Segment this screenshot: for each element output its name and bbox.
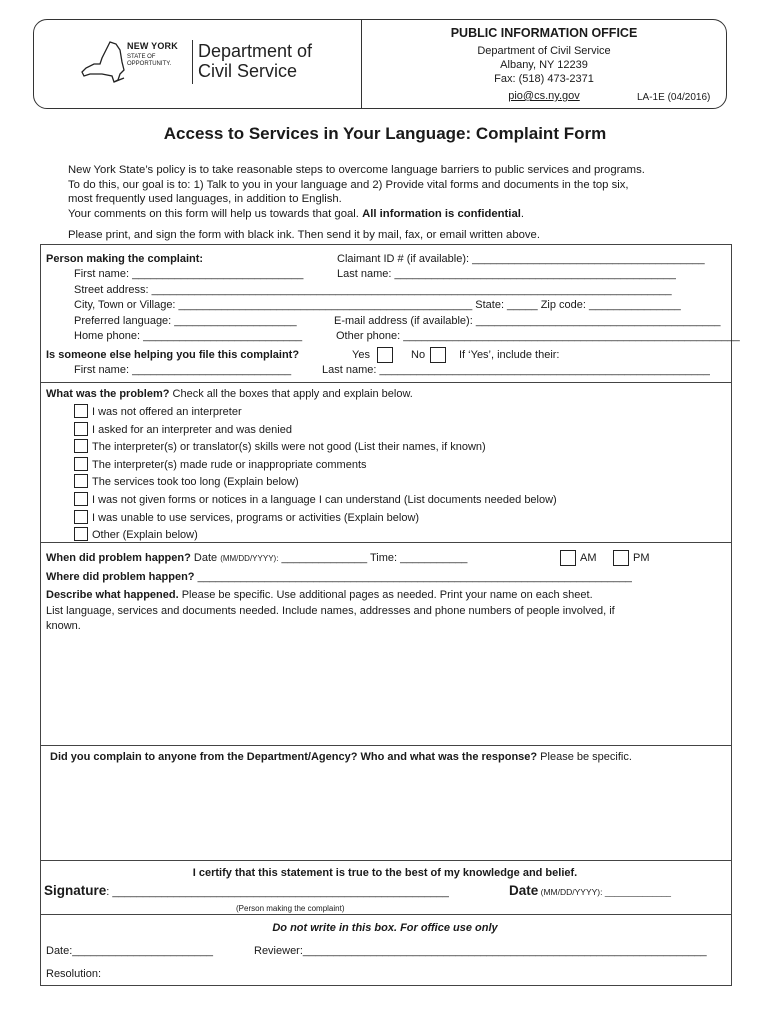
intro-line-4c: . — [520, 207, 525, 220]
date-format: (MM/DD/YYYY): — [220, 554, 279, 563]
problem-option-label: The services took too long (Explain below) — [92, 476, 299, 489]
office-line-3: Fax: (518) 473-2371 — [494, 73, 594, 85]
helper-first-name-field[interactable]: First name: __________________________ — [74, 364, 292, 376]
section-divider-4 — [40, 860, 732, 861]
print-instruction: Please print, and sign the form with black ink. Then send it by mail, fax, or email written above. — [68, 229, 540, 241]
email-field[interactable]: E-mail address (if available): ________________________________________ — [334, 315, 721, 327]
intro-line-3: most frequently used languages, in addition to English. — [68, 193, 342, 205]
section-divider-1 — [40, 382, 732, 383]
other-phone-field[interactable]: Other phone: _______________________________________________________ — [336, 330, 740, 342]
date-time-field[interactable]: ______________ Time: ___________ — [278, 552, 468, 564]
am-label: AM — [580, 552, 597, 564]
when-label: When did problem happen? — [46, 552, 191, 564]
problem-instruction: Check all the boxes that apply and explain below. — [169, 388, 413, 400]
problem-option-label: I was not given forms or notices in a language I can understand (List documents needed below) — [92, 493, 557, 506]
signature-label: Signature — [44, 883, 107, 898]
problem-option[interactable] — [74, 457, 557, 475]
describe-row — [46, 587, 593, 603]
problem-option[interactable] — [74, 422, 557, 440]
first-name-field[interactable]: First name: ____________________________ — [74, 268, 304, 280]
street-address-field[interactable]: Street address: _____________________________________________________________________________________ — [74, 284, 672, 296]
person-heading: Person making the complaint: — [46, 253, 204, 265]
problem-option-label: I was unable to use services, programs or activities (Explain below) — [92, 511, 420, 524]
describe-instruction-3: known. — [46, 620, 81, 632]
signature-row[interactable] — [44, 882, 449, 901]
form-code: LA-1E (04/2016) — [637, 92, 711, 103]
ny-logo-sub2: OPPORTUNITY. — [127, 61, 172, 67]
problem-checkbox[interactable] — [74, 474, 88, 488]
reviewer-field[interactable]: Reviewer:__________________________________________________________________ — [254, 945, 707, 957]
describe-instruction-1: Please be specific. Use additional pages as needed. Print your name on each sheet. — [178, 589, 593, 601]
problem-option[interactable] — [74, 404, 557, 422]
city-state-zip-field[interactable]: City, Town or Village: ________________________________________________ State: _____ Zip code: _______________ — [74, 299, 681, 311]
no-checkbox[interactable] — [430, 347, 446, 363]
dept-logo-line2: Civil Service — [198, 61, 298, 81]
yes-label: Yes — [352, 349, 370, 361]
signature-caption: (Person making the complaint) — [236, 904, 345, 913]
complain-instruction: Please be specific. — [537, 751, 632, 763]
complain-row — [50, 749, 632, 765]
problem-options-list — [74, 404, 557, 545]
problem-checkbox[interactable] — [74, 492, 88, 506]
pm-checkbox[interactable] — [613, 550, 629, 566]
claimant-id-field[interactable]: Claimant ID # (if available): ______________________________________ — [337, 253, 705, 265]
office-use-heading: Do not write in this box. For office use only — [272, 922, 498, 934]
intro-line-2: To do this, our goal is to: 1) Talk to you in your language and 2) Provide vital forms and documents in the top six, — [68, 178, 629, 191]
signature-field[interactable]: : _______________________________________________________ — [106, 886, 449, 898]
office-email-link[interactable]: pio@cs.ny.gov — [508, 90, 580, 102]
intro-line-4a: Your comments on this form will help us towards that goal. — [68, 207, 363, 220]
signature-date-field[interactable]: (MM/DD/YYYY): ______________ — [538, 887, 672, 897]
ny-logo-sub1: STATE OF — [127, 54, 156, 60]
page-title: Access to Services in Your Language: Complaint Form — [163, 124, 607, 143]
problem-checkbox[interactable] — [74, 404, 88, 418]
signature-date-row[interactable] — [509, 882, 671, 901]
describe-label: Describe what happened. — [46, 589, 179, 601]
problem-option[interactable] — [74, 439, 557, 457]
problem-checkbox[interactable] — [74, 439, 88, 453]
am-checkbox[interactable] — [560, 550, 576, 566]
last-name-field[interactable]: Last name: ______________________________________________ — [337, 268, 676, 280]
dept-logo-line1: Department of — [198, 41, 313, 61]
section-divider-5 — [40, 914, 732, 915]
problem-option-label: Other (Explain below) — [92, 529, 198, 542]
problem-checkbox[interactable] — [74, 510, 88, 524]
if-yes-label: If ‘Yes’, include their: — [459, 349, 560, 361]
logo-divider — [192, 40, 193, 84]
date-label: Date — [190, 552, 221, 564]
preferred-language-field[interactable]: Preferred language: ____________________ — [74, 315, 297, 327]
problem-option-label: I asked for an interpreter and was denied — [92, 423, 292, 436]
helper-last-name-field[interactable]: Last name: ______________________________________________________ — [322, 364, 710, 376]
intro-line-4 — [68, 207, 728, 222]
where-field[interactable]: _______________________________________________________________________ — [194, 571, 632, 583]
where-row[interactable] — [46, 569, 632, 585]
where-label: Where did problem happen? — [46, 571, 195, 583]
yes-checkbox[interactable] — [377, 347, 393, 363]
problem-option[interactable] — [74, 474, 557, 492]
confidential-note: All information is confidential — [362, 207, 521, 220]
resolution-field[interactable]: Resolution: — [46, 968, 102, 980]
intro-line-1: New York State’s policy is to take reasonable steps to overcome language barriers to public services and programs. — [68, 164, 645, 176]
signature-date-label: Date — [509, 883, 539, 898]
problem-checkbox[interactable] — [74, 457, 88, 471]
section-divider-2 — [40, 542, 732, 543]
problem-option-label: I was not offered an interpreter — [92, 406, 242, 418]
problem-option[interactable] — [74, 492, 557, 510]
office-line-2: Albany, NY 12239 — [500, 59, 588, 71]
section-divider-3 — [40, 745, 732, 746]
problem-heading — [46, 386, 413, 402]
home-phone-field[interactable]: Home phone: __________________________ — [74, 330, 303, 342]
certify-statement: I certify that this statement is true to the best of my knowledge and belief. — [192, 867, 578, 879]
describe-textarea[interactable] — [44, 636, 728, 740]
intro-text — [68, 163, 728, 221]
ny-logo-text: NEW YORK — [127, 41, 178, 51]
problem-checkbox[interactable] — [74, 527, 88, 541]
ny-state-map-icon — [80, 40, 128, 86]
pm-label: PM — [633, 552, 650, 564]
office-line-1: Department of Civil Service — [477, 45, 611, 57]
complain-textarea[interactable] — [44, 768, 728, 856]
describe-instruction-2: List language, services and documents needed. Include names, addresses and phone numbers of people involved, if — [46, 605, 615, 617]
office-title: PUBLIC INFORMATION OFFICE — [450, 26, 638, 40]
problem-heading-label: What was the problem? — [46, 388, 170, 400]
problem-option-label: The interpreter(s) or translator(s) skills were not good (List their names, if known) — [92, 441, 486, 454]
problem-option[interactable] — [74, 510, 557, 528]
no-label: No — [411, 349, 426, 361]
complain-question: Did you complain to anyone from the Department/Agency? Who and what was the response? — [50, 751, 538, 763]
helper-question: Is someone else helping you file this complaint? — [46, 349, 300, 361]
problem-option-label: The interpreter(s) made rude or inappropriate comments — [92, 458, 367, 471]
when-row[interactable] — [46, 550, 467, 567]
problem-checkbox[interactable] — [74, 422, 88, 436]
office-date-field[interactable]: Date:_______________________ — [46, 945, 213, 957]
